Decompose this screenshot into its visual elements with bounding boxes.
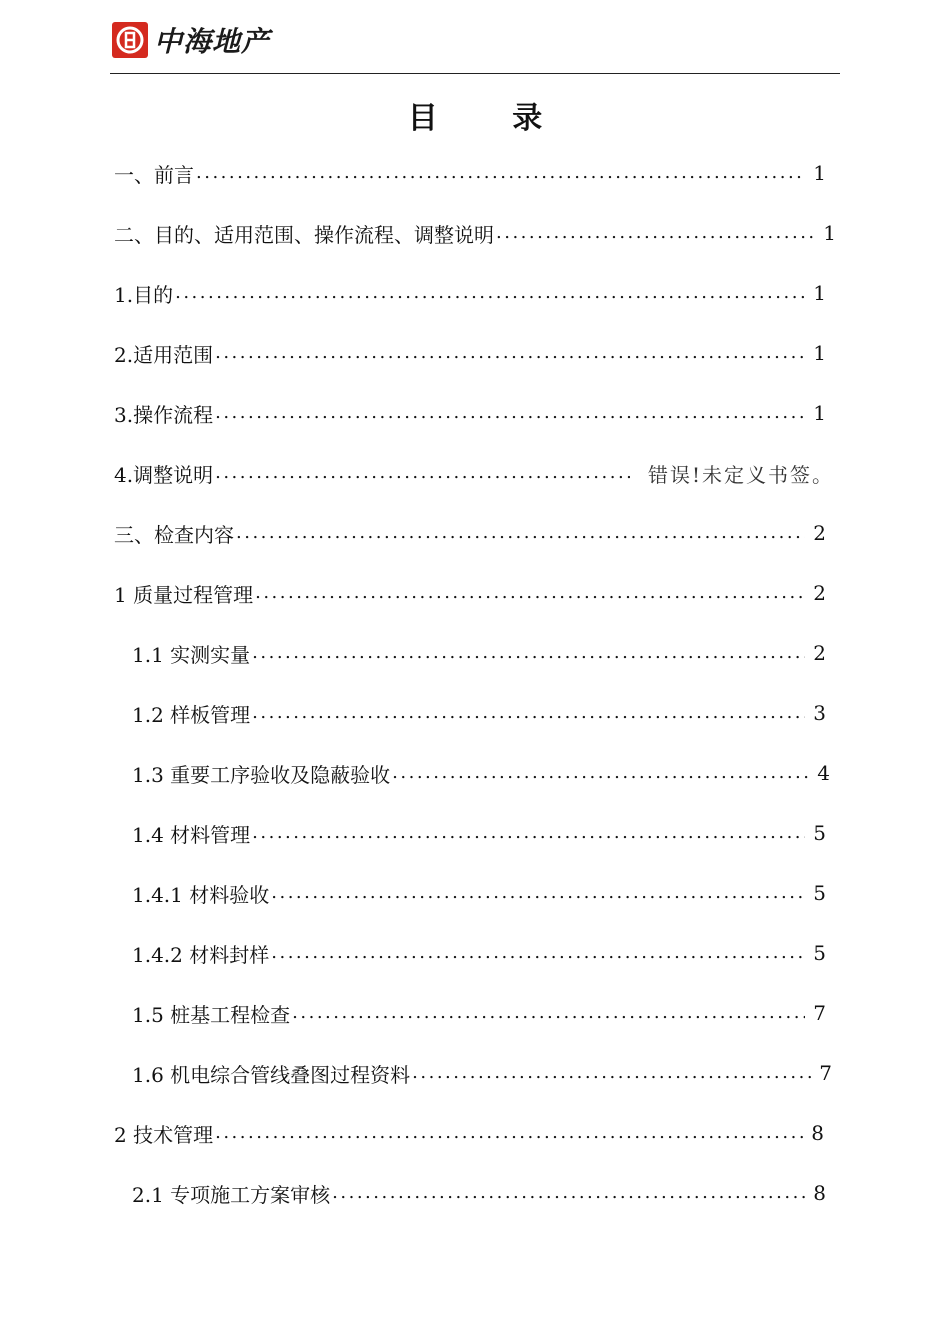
toc-entry-text: 1.5 桩基工程检查 [132,1002,291,1027]
toc-entry[interactable] [114,338,826,368]
toc-entry-text: 1.6 机电综合管线叠图过程资料 [132,1062,411,1087]
toc-entry-page: 1 [823,221,836,245]
toc-leader-dots [252,818,805,848]
toc-leader-dots [271,938,805,968]
toc-entry-text: 1.4.2 材料封样 [132,942,270,967]
toc-entry[interactable] [132,938,826,968]
toc-entry-page: 7 [819,1061,832,1085]
toc-entry-text: 3.操作流程 [114,402,214,427]
toc-leader-dots [215,458,630,488]
company-logo-icon [112,22,148,58]
toc-entry-text: 三、检查内容 [114,522,234,547]
toc-entry-text: 1.2 样板管理 [132,702,251,727]
toc-leader-dots [175,278,805,308]
toc-entry[interactable] [132,1058,832,1088]
toc-entry[interactable] [114,518,826,548]
toc-entry-text: 1 质量过程管理 [114,582,254,607]
toc-entry[interactable] [114,458,834,488]
brand-name: 中海地产 [154,25,271,58]
toc-entry[interactable] [114,398,826,428]
toc-entry-text: 2.适用范围 [114,342,214,367]
toc-entry-error-text: 错误!未定义书签。 [647,462,834,487]
toc-entry-text: 1.4.1 材料验收 [132,882,270,907]
toc-entry[interactable] [132,1178,826,1208]
toc-leader-dots [496,218,815,248]
toc-entry-page: 2 [813,641,826,665]
toc-leader-dots [196,158,805,188]
toc-entry-page: 2 [813,521,826,545]
toc-entry[interactable] [114,278,826,308]
toc-entry-page: 2 [813,581,826,605]
toc-leader-dots [255,578,805,608]
toc-entry-text: 1.4 材料管理 [132,822,251,847]
toc-entry-text: 2.1 专项施工方案审核 [132,1182,331,1207]
toc-leader-dots [215,398,805,428]
toc-entry-page: 3 [813,701,826,725]
toc-entry[interactable] [114,1118,824,1148]
toc-leader-dots [252,698,805,728]
toc-entry[interactable] [132,698,826,728]
toc-entry-page: 1 [813,161,826,185]
toc-entry[interactable] [114,158,826,188]
toc-entry-page: 8 [813,1181,826,1205]
toc-leader-dots [215,338,805,368]
toc-entry-page: 8 [811,1121,824,1145]
toc-entry-text: 1.3 重要工序验收及隐蔽验收 [132,762,391,787]
toc-entry[interactable] [132,758,830,788]
toc-entry-text: 4.调整说明 [114,462,214,487]
toc-entry-page: 1 [813,401,826,425]
toc-title: 目 录 [407,101,575,136]
toc-entry-text: 一、前言 [114,162,194,187]
toc-leader-dots [271,878,805,908]
toc-leader-dots [215,1118,803,1148]
toc-entry-page: 5 [813,821,826,845]
toc-leader-dots [236,518,805,548]
toc-leader-dots [252,638,805,668]
toc-leader-dots [412,1058,811,1088]
toc-entry[interactable] [132,998,826,1028]
toc-entry-page: 1 [813,341,826,365]
toc-entry-page: 1 [813,281,826,305]
toc-entry[interactable] [114,218,836,248]
toc-entry[interactable] [132,638,826,668]
toc-entry-page: 7 [813,1001,826,1025]
toc-entry-page: 5 [813,941,826,965]
toc-leader-dots [392,758,809,788]
toc-entry-text: 1.目的 [114,282,174,307]
toc-entry-text: 二、目的、适用范围、操作流程、调整说明 [114,222,494,247]
toc-leader-dots [332,1178,805,1208]
toc-entry[interactable] [132,818,826,848]
toc-entry-page: 4 [817,761,830,785]
toc-entry-text: 1.1 实测实量 [132,642,251,667]
page-header [112,20,270,60]
toc-entry-text: 2 技术管理 [114,1122,214,1147]
toc-entry[interactable] [132,878,826,908]
toc-entry[interactable] [114,578,826,608]
toc-entry-page: 5 [813,881,826,905]
header-divider [110,73,840,74]
toc-leader-dots [292,998,805,1028]
